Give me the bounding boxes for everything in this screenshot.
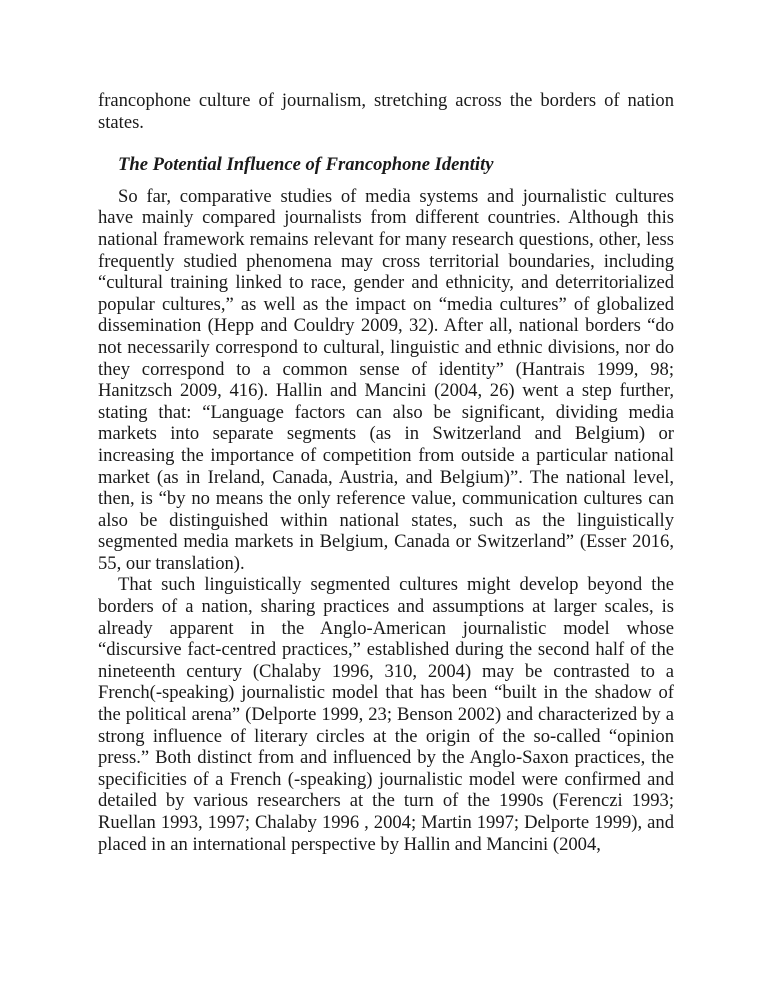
body-paragraph-1: So far, comparative studies of media systems and journalistic cultures have mainly compared journalists from different countries. Although this national framework remains relevant for many research questions, other, less frequently studied phenomena may cross territorial boundaries, including “cultural training linked to race, gender and ethnicity, and deterritorialized popular cultures,” as well as the impact on “media cultures” of globalized dissemination (Hepp and Couldry 2009, 32). After all, national borders “do not necessarily correspond to cultural, linguistic and ethnic divisions, nor do they correspond to a common sense of identity” (Hantrais 1999, 98; Hanitzsch 2009, 416). Hallin and Mancini (2004, 26) went a step further, stating that: “Language factors can also be significant, dividing media markets into separate segments (as in Switzerland and Belgium) or increasing the importance of competition from outside a particular national market (as in Ireland, Canada, Austria, and Belgium)”. The national level, then, is “by no means the only reference value, communication cultures can also be distinguished within national states, such as the linguistically segmented media markets in Belgium, Canada or Switzerland” (Esser 2016, 55, our translation). — [98, 185, 674, 574]
continuation-paragraph: francophone culture of journalism, stretching across the borders of nation states. — [98, 90, 674, 133]
section-heading: The Potential Influence of Francophone Identity — [118, 154, 494, 176]
body-paragraph-2: That such linguistically segmented cultures might develop beyond the borders of a nation, sharing practices and assumptions at larger scales, is already apparent in the Anglo-American journalistic model whose “discursive fact-centred practices,” established during the second half of the nineteenth century (Chalaby 1996, 310, 2004) may be contrasted to a French(-speaking) journalistic model that has been “built in the shadow of the political arena” (Delporte 1999, 23; Benson 2002) and characterized by a strong influence of literary circles at the origin of the so-called “opinion press.” Both distinct from and influenced by the Anglo-Saxon practices, the specificities of a French (-speaking) journalistic model were confirmed and detailed by various researchers at the turn of the 1990s (Ferenczi 1993; Ruellan 1993, 1997; Chalaby 1996 , 2004; Martin 1997; Delporte 1999), and placed in an international perspective by Hallin and Mancini (2004, — [98, 574, 674, 855]
document-page — [98, 90, 674, 855]
